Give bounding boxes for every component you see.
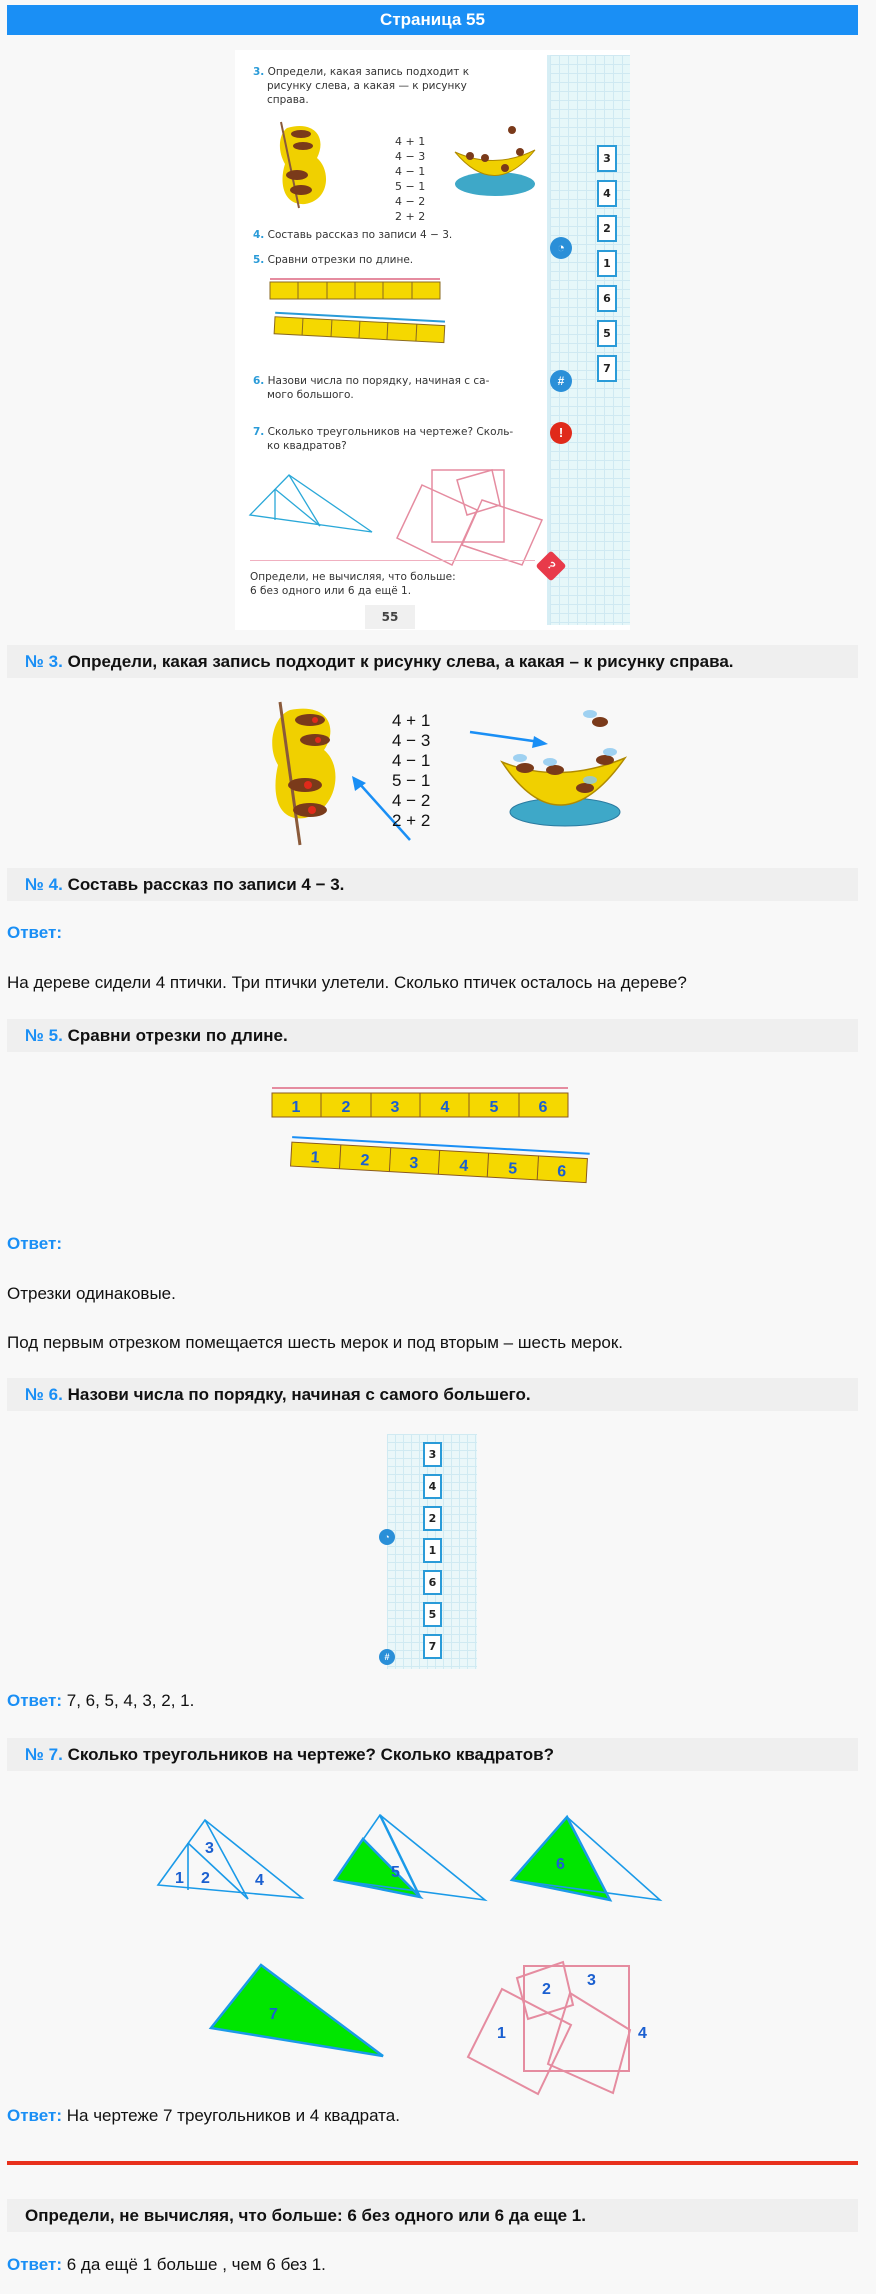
squares-drawing-small [392, 460, 542, 560]
page-number: 55 [365, 605, 415, 629]
svg-text:5: 5 [391, 1864, 400, 1881]
svg-text:2: 2 [542, 1981, 551, 1998]
number-box: 6 [423, 1570, 442, 1595]
number-box: 2 [597, 215, 617, 242]
number-box: 1 [597, 250, 617, 277]
segments-small [270, 277, 450, 347]
bonus-answer: Ответ: 6 да ещё 1 больше , чем 6 без 1. [7, 2255, 326, 2274]
svg-text:1: 1 [175, 1870, 184, 1887]
svg-text:3: 3 [390, 1099, 400, 1116]
task-3-header: № 3. Определи, какая запись подходит к рисунку слева, а какая – к рисунку справа. [7, 645, 858, 678]
svg-text:3: 3 [587, 1972, 596, 1989]
section-divider [7, 2161, 858, 2165]
svg-text:7: 7 [269, 2006, 278, 2023]
task-5-answer-line-2: Под первым отрезком помещается шесть мерок и под вторым – шесть мерок. [7, 1333, 624, 1352]
task-5-header: № 5. Сравни отрезки по длине. [7, 1019, 858, 1052]
svg-text:1: 1 [497, 2025, 506, 2042]
task-6-answer: Ответ: 7, 6, 5, 4, 3, 2, 1. [7, 1691, 195, 1710]
bees-on-melon-picture [450, 120, 540, 205]
number-box: 3 [597, 145, 617, 172]
task-5-answer-label: Ответ: [7, 1234, 62, 1253]
textbook-page [235, 50, 630, 630]
ex5-text: 5. Сравни отрезки по длине. [253, 254, 414, 266]
svg-text:2: 2 [341, 1099, 351, 1116]
svg-text:4: 4 [638, 2025, 647, 2042]
task-3-illustration [260, 700, 620, 850]
ex6-text: 6. Назови числа по порядку, начиная с са- мого большого. [253, 375, 490, 401]
task-6-grid [384, 1434, 477, 1669]
exclamation-icon: ! [550, 422, 572, 444]
svg-text:1: 1 [310, 1149, 320, 1167]
number-box: 4 [597, 180, 617, 207]
task-5-segments [270, 1085, 600, 1205]
number-box: 6 [597, 285, 617, 312]
task-4-answer: На дереве сидели 4 птички. Три птички улетели. Сколько птичек осталось на дереве? [7, 973, 687, 992]
svg-text:2: 2 [201, 1870, 210, 1887]
number-box: 1 [423, 1538, 442, 1563]
page-title: Страница 55 [7, 5, 858, 35]
task-6-header: № 6. Назови числа по порядку, начиная с самого большего. [7, 1378, 858, 1411]
svg-text:6: 6 [556, 1162, 567, 1181]
ants-on-branch-picture [275, 120, 335, 210]
svg-text:4: 4 [440, 1099, 450, 1116]
grid-margin-strip [547, 55, 630, 625]
task-7-triangle-7-and-squares [205, 1960, 647, 2095]
task-4-answer-label: Ответ: [7, 923, 62, 942]
svg-text:3: 3 [408, 1154, 419, 1173]
task-3-expressions: 4 + 1 4 − 3 4 − 1 5 − 1 4 − 2 2 + 2 [392, 711, 431, 830]
svg-text:1: 1 [291, 1099, 301, 1116]
number-box: 7 [423, 1634, 442, 1659]
number-box: 2 [423, 1506, 442, 1531]
svg-text:6: 6 [538, 1099, 548, 1116]
task-7-header: № 7. Сколько треугольников на чертеже? Сколько квадратов? [7, 1738, 858, 1771]
svg-text:6: 6 [556, 1856, 565, 1873]
ex4-text: 4. Составь рассказ по записи 4 − 3. [253, 229, 453, 241]
grid-icon: # [379, 1649, 395, 1665]
number-box: 4 [423, 1474, 442, 1499]
svg-text:5: 5 [507, 1160, 518, 1178]
task-4-header: № 4. Составь рассказ по записи 4 − 3. [7, 868, 858, 901]
svg-text:5: 5 [489, 1099, 499, 1116]
number-box: 5 [597, 320, 617, 347]
svg-text:4: 4 [458, 1157, 469, 1175]
svg-text:2: 2 [360, 1151, 370, 1170]
ex3-text: 3. Определи, какая запись подходит к рисунку слева, а какая — к рисунку справа. [253, 66, 470, 106]
task-7-answer: Ответ: На чертеже 7 треугольников и 4 квадрата. [7, 2106, 400, 2125]
clock-icon: ◔ [550, 237, 572, 259]
clock-icon: ◔ [379, 1529, 395, 1545]
bonus-text: Определи, не вычисляя, что больше: 6 без одного или 6 да ещё 1. [250, 571, 456, 597]
ex7-text: 7. Сколько треугольников на чертеже? Сколь- ко квадратов? [253, 426, 514, 452]
triangles-drawing-small [250, 465, 375, 535]
bonus-header: Определи, не вычисляя, что больше: 6 без одного или 6 да еще 1. [7, 2199, 858, 2232]
number-box: 5 [423, 1602, 442, 1627]
grid-icon: # [550, 370, 572, 392]
number-box: 3 [423, 1442, 442, 1467]
number-box: 7 [597, 355, 617, 382]
svg-text:3: 3 [205, 1840, 214, 1857]
task-7-triangles [155, 1805, 715, 1900]
ex3-expressions: 4 + 1 4 − 3 4 − 1 5 − 1 4 − 2 2 + 2 [395, 135, 426, 223]
svg-text:4: 4 [255, 1872, 264, 1889]
divider-line [250, 560, 535, 561]
question-icon: ? [535, 550, 566, 581]
task-5-answer-line-1: Отрезки одинаковые. [7, 1284, 176, 1303]
